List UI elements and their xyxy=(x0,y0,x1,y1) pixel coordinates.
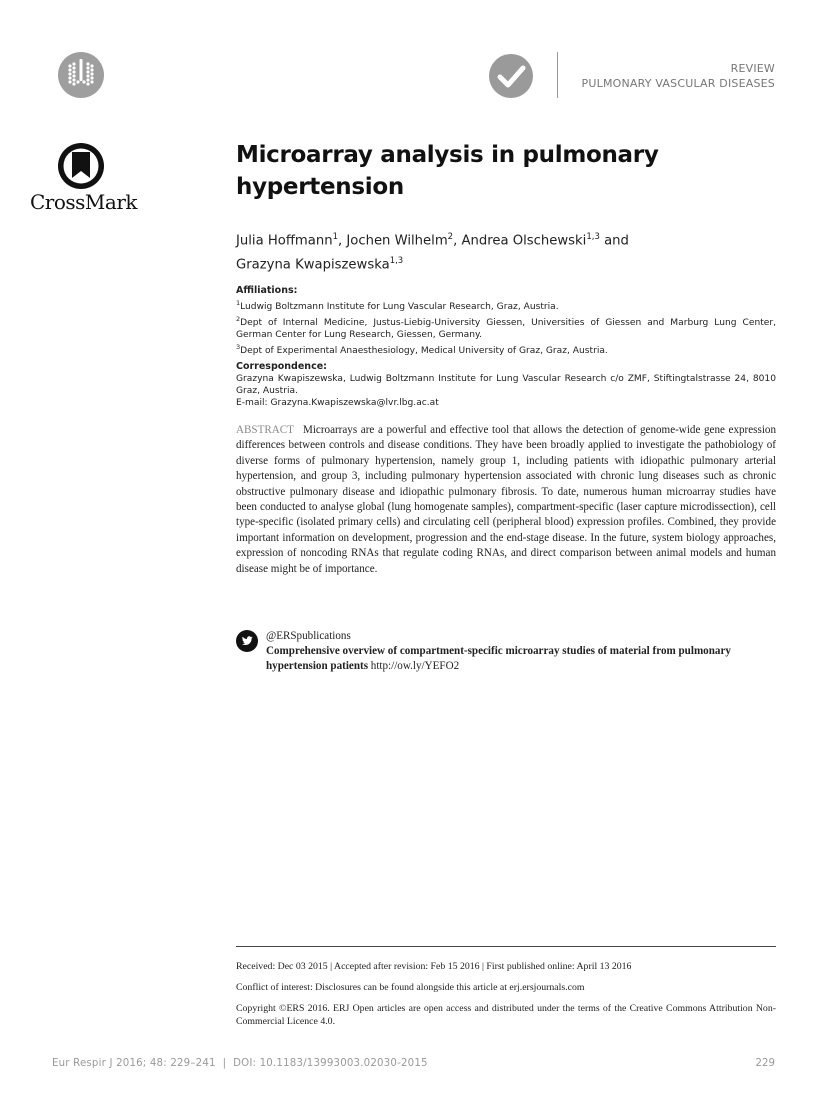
correspondence-block xyxy=(236,361,776,409)
article-footer xyxy=(236,960,776,1036)
author-name: Julia Hoffmann xyxy=(236,233,333,249)
author-affiliation-sup: 1,3 xyxy=(586,232,600,242)
author-name: Andrea Olschewski xyxy=(461,233,587,249)
twitter-handle[interactable]: @ERSpublications xyxy=(266,630,351,642)
correspondence-email[interactable]: E-mail: Grazyna.Kwapiszewska@lvr.lbg.ac.at xyxy=(236,398,439,408)
erj-lung-logo-icon xyxy=(58,52,104,98)
author-affiliation-sup: 2 xyxy=(447,232,454,242)
crossmark-badge[interactable] xyxy=(30,142,138,214)
conflict-of-interest: Conflict of interest: Disclosures can be found alongside this article at erj.ersjournals.com xyxy=(236,982,585,993)
page-number: 229 xyxy=(755,1058,775,1069)
author-name: Grazyna Kwapiszewska xyxy=(236,257,390,273)
tweet-message xyxy=(266,644,776,674)
crossmark-icon xyxy=(30,142,132,190)
section-type: REVIEW xyxy=(730,62,775,75)
tweet-message-text: Comprehensive overview of compartment-specific microarray studies of material from pulmonary hypertension patients xyxy=(266,645,731,673)
footer-rule xyxy=(236,946,776,947)
affiliations-block xyxy=(236,285,776,357)
section-label xyxy=(582,61,775,91)
author-list: Julia Hoffmann$^1$, Jochen Wilhelm$^2$, Andrea Olschewski$^{1,3}$ and Grazyna Kwapiszewska$^{1,3}$ xyxy=(236,232,629,273)
section-topic: PULMONARY VASCULAR DISEASES xyxy=(581,77,775,90)
tweet-block xyxy=(266,629,776,674)
correspondence-address: Grazyna Kwapiszewska, Ludwig Boltzmann Institute for Lung Vascular Research c/o ZMF, Stiftingtalstrasse 24, 8010 Graz, Austria. xyxy=(236,374,776,396)
abstract-text: Microarrays are a powerful and effective tool that allows the detection of genome-wide gene expression differences between controls and disease conditions. They have been broadly applied to investigate the pathobiology of diverse forms of pulmonary hypertension, namely group 1, including patients with idiopathic pulmonary arterial hypertension, and group 3, including pulmonary hypertension associated with chronic lung diseases such as chronic obstructive pulmonary disease and idiopathic pulmonary fibrosis. To date, numerous human microarray studies have been conducted to analyse global (lung homogenate samples), compartment-specific (laser capture microdissection), cell type-specific (isolated primary cells) and circulating cell (peripheral blood) expression profiles. Combined, they provide important information on development, progression and the end-stage disease. In the future, system biology approaches, expression of noncoding RNAs that regulate coding RNAs, and direct comparison between animal models and human disease might be of importance. xyxy=(236,424,776,575)
abstract xyxy=(236,423,776,577)
tweet-link[interactable]: http://ow.ly/YEFO2 xyxy=(370,660,460,673)
author-affiliation-sup: 1 xyxy=(332,232,338,242)
affiliation-item: $^2$Dept of Internal Medicine, Justus-Liebig-University Giessen, Universities of Giessen and Marburg Lung Center, German Center for Lung Research, Giessen, Germany. xyxy=(236,315,776,341)
twitter-bird-icon xyxy=(236,630,258,652)
author-affiliation-sup: 1,3 xyxy=(389,256,404,267)
publication-dates: Received: Dec 03 2015 | Accepted after revision: Feb 15 2016 | First published online: April 13 2016 xyxy=(236,961,632,972)
affiliations-label: Affiliations: xyxy=(236,285,298,296)
journal-citation: Eur Respir J 2016; 48: 229–241 | DOI: 10.1183/13993003.02030-2015 xyxy=(52,1058,428,1069)
correspondence-label: Correspondence: xyxy=(236,361,327,372)
copyright-notice: Copyright ©ERS 2016. ERJ Open articles are open access and distributed under the terms of the Creative Commons Attribution Non-Commercial Licence 4.0. xyxy=(236,1003,776,1027)
header-divider xyxy=(557,52,558,98)
affiliation-item: $^1$Ludwig Boltzmann Institute for Lung Vascular Research, Graz, Austria. xyxy=(236,299,559,313)
open-access-check-icon xyxy=(489,54,533,98)
abstract-label: ABSTRACT xyxy=(236,424,294,436)
author-name: Jochen Wilhelm xyxy=(346,233,448,249)
article-title: Microarray analysis in pulmonary hypertension xyxy=(236,142,659,200)
crossmark-label: CrossMark xyxy=(30,190,138,214)
affiliation-item: $^3$Dept of Experimental Anaesthesiology, Medical University of Graz, Graz, Austria. xyxy=(236,343,608,357)
